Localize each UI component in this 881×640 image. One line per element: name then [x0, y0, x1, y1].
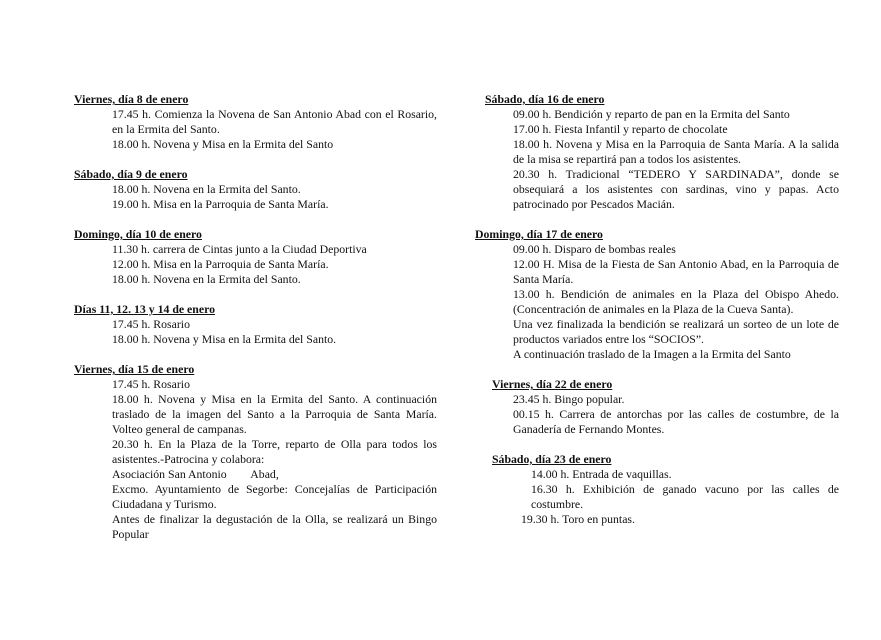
day-title: Sábado, día 23 de enero: [492, 452, 612, 466]
day-block-viernes-15: [74, 362, 437, 542]
schedule-entry: 18.00 h. Novena y Misa en la Parroquia de Santa María. A la salida de la misa se repartirá pan a todos los asistentes.: [513, 137, 839, 166]
schedule-entry: 16.30 h. Exhibición de ganado vacuno por las calles de costumbre.: [531, 482, 839, 511]
day-title: Viernes, día 15 de enero: [74, 362, 195, 376]
schedule-entry: 17.00 h. Fiesta Infantil y reparto de chocolate: [513, 122, 728, 136]
schedule-entry: Excmo. Ayuntamiento de Segorbe: Concejalías de Participación Ciudadana y Turismo.: [112, 482, 437, 511]
day-block-viernes-8: [74, 92, 437, 152]
day-block-domingo-17: [475, 227, 839, 362]
schedule-entry: 09.00 h. Bendición y reparto de pan en la Ermita del Santo: [513, 107, 790, 121]
schedule-entry: 18.00 h. Novena en la Ermita del Santo.: [112, 182, 301, 196]
schedule-entry: 17.45 h. Comienza la Novena de San Antonio Abad con el Rosario, en la Ermita del Santo.: [112, 107, 437, 136]
schedule-entry: Antes de finalizar la degustación de la Olla, se realizará un Bingo Popular: [112, 512, 437, 541]
day-title: Viernes, día 22 de enero: [492, 377, 613, 391]
schedule-entry: 19.30 h. Toro en puntas.: [521, 512, 635, 526]
schedule-entry: 12.00 h. Misa en la Parroquia de Santa María.: [112, 257, 329, 271]
schedule-entry: 18.00 h. Novena y Misa en la Ermita del Santo. A continuación traslado de la imagen del Santo a la Parroquia de Santa María. Volteo general de campanas.: [112, 392, 437, 436]
schedule-entry: 18.00 h. Novena en la Ermita del Santo.: [112, 272, 301, 286]
schedule-entry: 20.30 h. Tradicional “TEDERO Y SARDINADA”, donde se obsequiará a los asistentes con sardinas, vino y papas. Acto patrocinado por Pescados Macián.: [513, 167, 839, 211]
schedule-entry: Asociación San Antonio Abad,: [112, 467, 279, 481]
schedule-entry: 17.45 h. Rosario: [112, 377, 190, 391]
right-column: [475, 92, 839, 527]
schedule-entry: 17.45 h. Rosario: [112, 317, 190, 331]
schedule-entry: 23.45 h. Bingo popular.: [513, 392, 625, 406]
schedule-entry: 11.30 h. carrera de Cintas junto a la Ciudad Deportiva: [112, 242, 367, 256]
day-block-sabado-9: [74, 167, 437, 212]
day-block-sabado-16: [475, 92, 839, 212]
day-title: Sábado, día 9 de enero: [74, 167, 188, 181]
day-title: Domingo, día 10 de enero: [74, 227, 202, 241]
schedule-entry: Una vez finalizada la bendición se realizará un sorteo de un lote de productos variados entre los “SOCIOS”.: [513, 317, 839, 346]
day-title: Sábado, día 16 de enero: [485, 92, 605, 106]
day-title: Viernes, día 8 de enero: [74, 92, 189, 106]
left-column: [74, 92, 437, 542]
schedule-entry: 00.15 h. Carrera de antorchas por las calles de costumbre, de la Ganadería de Fernando Montes.: [513, 407, 839, 436]
day-block-viernes-22: [475, 377, 839, 437]
schedule-entry: 09.00 h. Disparo de bombas reales: [513, 242, 676, 256]
schedule-entry: 14.00 h. Entrada de vaquillas.: [531, 467, 672, 481]
day-title: Domingo, día 17 de enero: [475, 227, 603, 241]
schedule-entry: A continuación traslado de la Imagen a la Ermita del Santo: [513, 347, 791, 361]
day-title: Días 11, 12. 13 y 14 de enero: [74, 302, 216, 316]
schedule-entry: 20.30 h. En la Plaza de la Torre, reparto de Olla para todos los asistentes.-Patrocina y colabora:: [112, 437, 437, 466]
schedule-entry: 18.00 h. Novena y Misa en la Ermita del Santo: [112, 137, 334, 151]
schedule-entry: 12.00 H. Misa de la Fiesta de San Antonio Abad, en la Parroquia de Santa María.: [513, 257, 839, 286]
schedule-entry: 19.00 h. Misa en la Parroquia de Santa María.: [112, 197, 329, 211]
schedule-entry: 18.00 h. Novena y Misa en la Ermita del Santo.: [112, 332, 337, 346]
day-block-dias-11-14: [74, 302, 437, 347]
day-block-domingo-10: [74, 227, 437, 287]
day-block-sabado-23: [475, 452, 839, 527]
schedule-entry: 13.00 h. Bendición de animales en la Plaza del Obispo Ahedo. (Concentración de animales en la Plaza de la Cueva Santa).: [513, 287, 839, 316]
